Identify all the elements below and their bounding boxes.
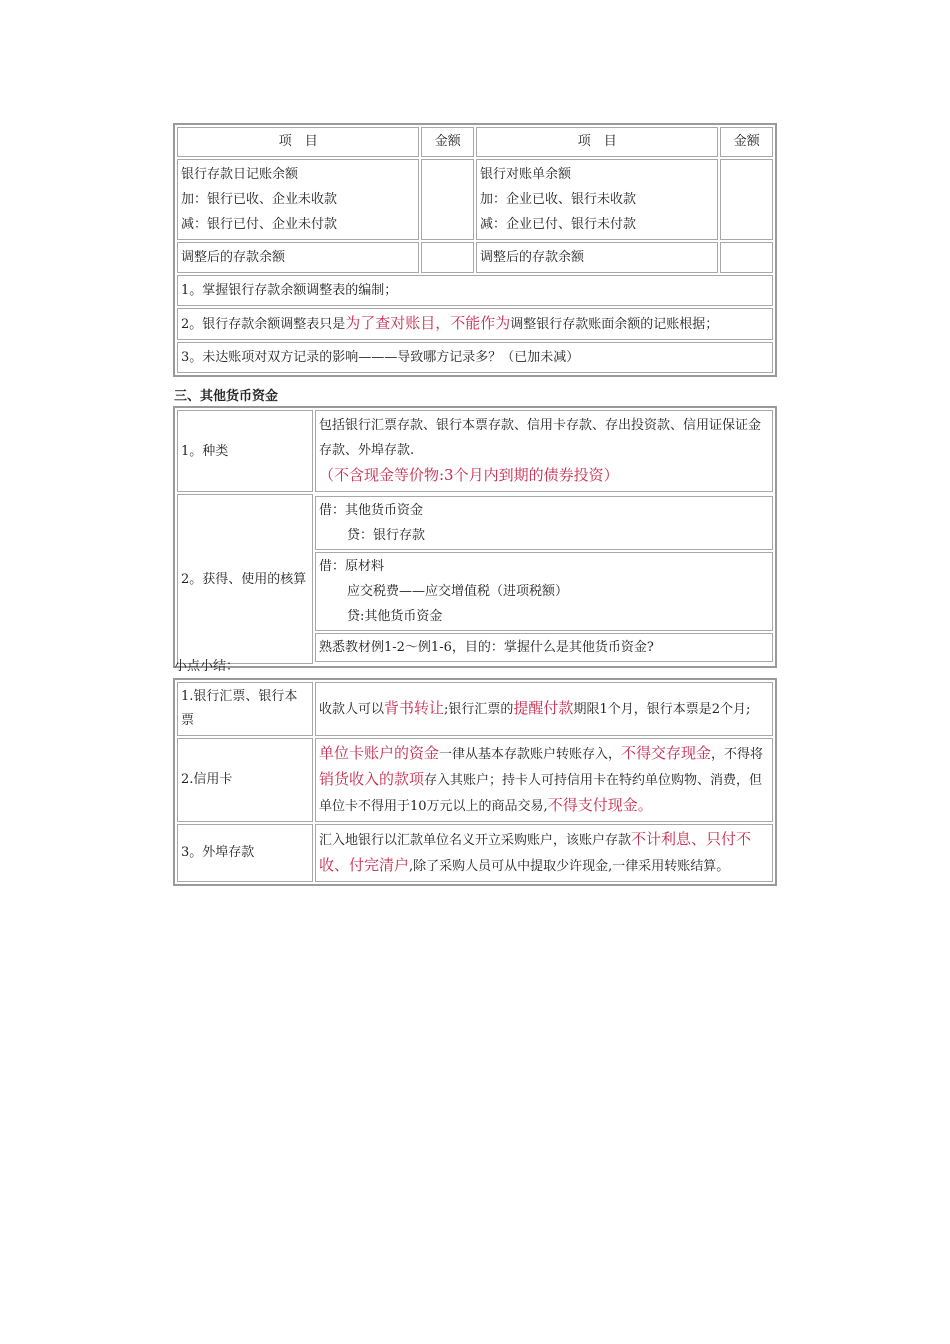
entry-1 bbox=[315, 496, 773, 550]
red-text: 单位卡账户的资金 bbox=[319, 744, 440, 762]
red-text: 背书转让 bbox=[384, 699, 445, 717]
text: 一律从基本存款账户转账存入， bbox=[439, 747, 622, 762]
header-item-left: 项 目 bbox=[177, 127, 419, 157]
note-2-post: 调整银行存款账面余额的记账根据； bbox=[510, 317, 719, 332]
red-text: 销货收入的款项 bbox=[319, 770, 425, 788]
header-item-right: 项 目 bbox=[476, 127, 718, 157]
note-3: 3。未达账项对双方记录的影响———导致哪方记录多？（已加未减） bbox=[177, 342, 773, 373]
red-text: 提醒付款 bbox=[513, 699, 574, 717]
summary-label: 小点小结： bbox=[174, 659, 240, 674]
text: ，不得将 bbox=[711, 747, 764, 762]
summary-r1-label: 1.银行汇票、银行本票 bbox=[177, 682, 313, 736]
section-title: 三、其他货币资金 bbox=[174, 389, 279, 404]
entry-1-credit: 贷：银行存款 bbox=[347, 528, 426, 543]
left-amount-cell bbox=[421, 159, 474, 240]
red-text: 不计利息、只付不收、付完清户 bbox=[319, 830, 752, 874]
entry-1-debit: 借：其他货币资金 bbox=[319, 503, 424, 518]
right-amount-cell bbox=[720, 159, 773, 240]
red-text: 不得支付现金。 bbox=[547, 796, 653, 814]
summary-r2-label: 2.信用卡 bbox=[177, 738, 313, 822]
right-item-line: 银行对账单余额 bbox=[479, 167, 571, 182]
note-2-pre: 2。银行存款余额调整表只是 bbox=[181, 317, 346, 332]
summary-r3-content bbox=[315, 824, 773, 882]
note-1: 1。掌握银行存款余额调整表的编制； bbox=[177, 275, 773, 306]
adjusted-left-amount bbox=[421, 242, 474, 273]
entry-2-debit: 借：原材料 bbox=[319, 559, 385, 574]
text: ,除了采购人员可从中提取少许现金,一律采用转账结算。 bbox=[409, 859, 730, 874]
adjusted-left: 调整后的存款余额 bbox=[177, 242, 419, 273]
adjusted-right-amount bbox=[720, 242, 773, 273]
header-amount-right: 金额 bbox=[720, 127, 773, 157]
type-red-note: （不含现金等价物:3个月内到期的债券投资） bbox=[319, 466, 619, 484]
header-amount-left: 金额 bbox=[421, 127, 474, 157]
right-item-line: 加：企业已收、银行未收款 bbox=[479, 192, 636, 207]
right-item-line: 减：企业已付、银行未付款 bbox=[479, 217, 636, 232]
left-item-line: 银行存款日记账余额 bbox=[181, 167, 299, 182]
type-label: 1。种类 bbox=[177, 410, 313, 492]
accounting-entries bbox=[315, 494, 773, 664]
entries-table bbox=[315, 494, 773, 664]
other-funds-table bbox=[173, 406, 777, 668]
summary-r2-content bbox=[315, 738, 773, 822]
text: 汇入地银行以汇款单位名义开立采购账户，该账户存款 bbox=[319, 833, 632, 848]
entry-2-tax: 应交税费——应交增值税（进项税额） bbox=[347, 584, 569, 599]
accounting-label: 2。获得、使用的核算 bbox=[177, 494, 313, 664]
text: ;银行汇票的 bbox=[444, 702, 514, 717]
entry-3: 熟悉教材例1-2～例1-6，目的：掌握什么是其他货币资金? bbox=[315, 633, 773, 662]
type-text: 包括银行汇票存款、银行本票存款、信用卡存款、存出投资款、信用证保证金存款、外埠存款. bbox=[319, 418, 762, 458]
reconciliation-table bbox=[173, 123, 777, 377]
entry-2 bbox=[315, 552, 773, 631]
summary-r3-label: 3。外埠存款 bbox=[177, 824, 313, 882]
note-2 bbox=[177, 308, 773, 340]
text: 收款人可以 bbox=[319, 702, 385, 717]
summary-table bbox=[173, 678, 777, 886]
type-content bbox=[315, 410, 773, 492]
left-items-cell bbox=[177, 159, 419, 240]
text: 期限1个月，银行本票是2个月; bbox=[573, 702, 751, 717]
left-item-line: 加：银行已收、企业未收款 bbox=[181, 192, 338, 207]
adjusted-right: 调整后的存款余额 bbox=[476, 242, 718, 273]
right-items-cell bbox=[476, 159, 718, 240]
left-item-line: 减：银行已付、企业未付款 bbox=[181, 217, 338, 232]
text: 存入其账户；持卡人可持信用卡在特约单位购物、消费，但单位卡不得用于10万元以上的商品交易, bbox=[319, 773, 763, 814]
red-text: 不得交存现金 bbox=[621, 744, 712, 762]
entry-2-credit: 贷:其他货币资金 bbox=[347, 609, 443, 624]
note-2-red: 为了查对账目，不能作为 bbox=[345, 314, 511, 332]
summary-r1-content bbox=[315, 682, 773, 736]
